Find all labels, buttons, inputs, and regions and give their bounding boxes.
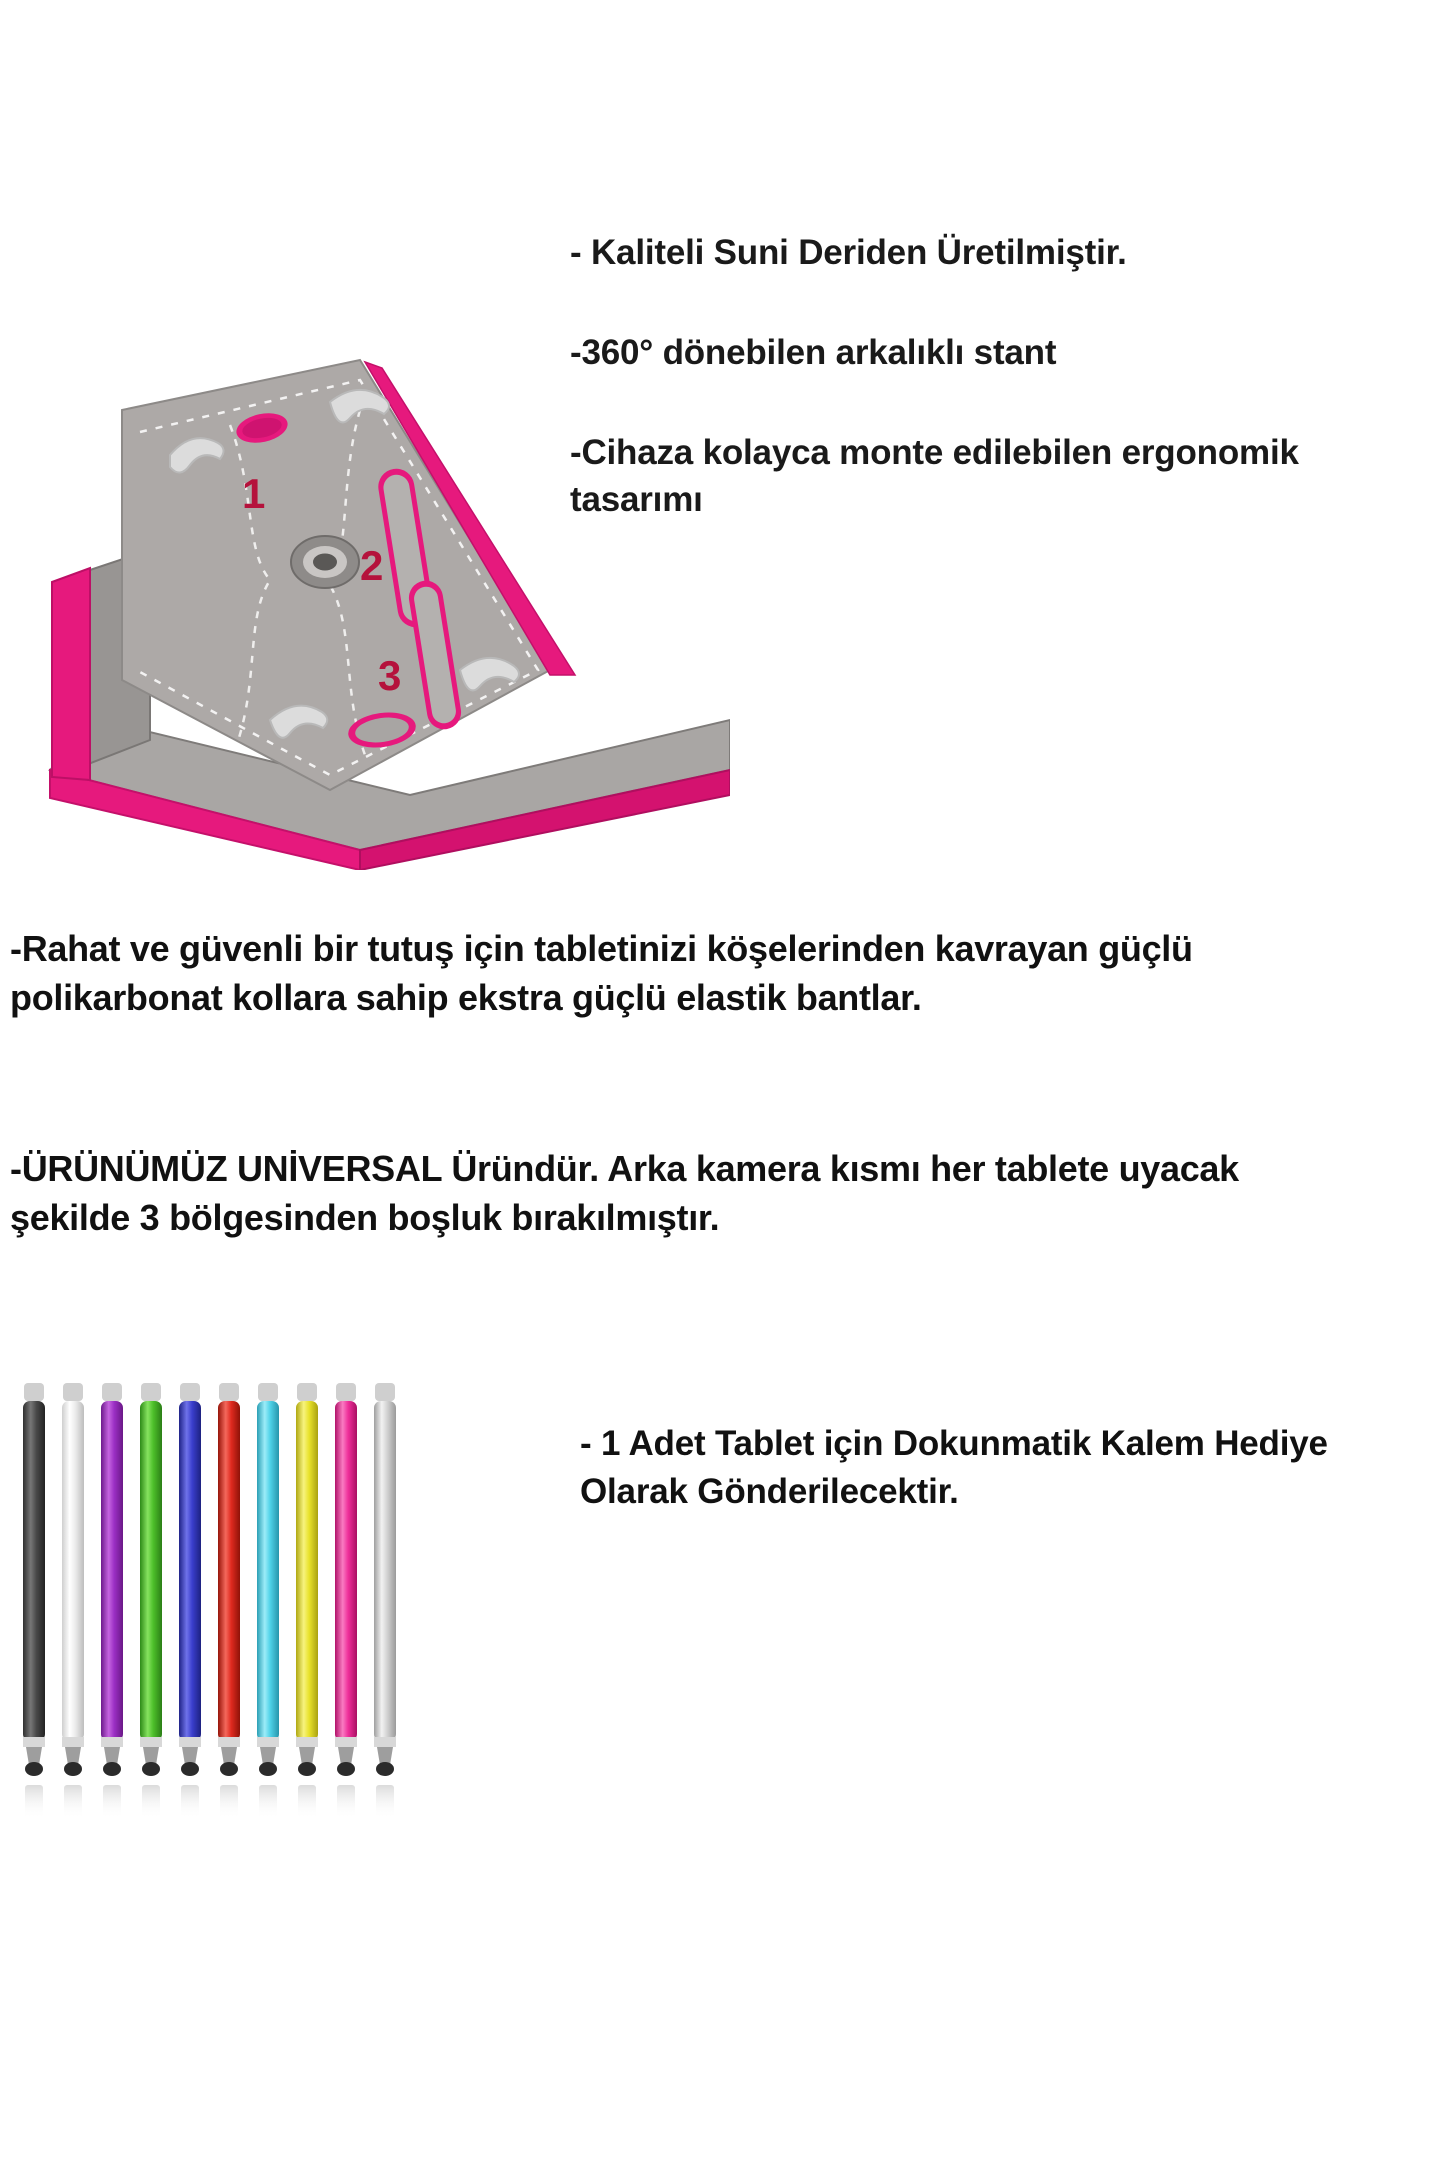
feature-item-3: -Cihaza kolayca monte edilebilen ergonomik tasarımı (570, 433, 1299, 519)
description-paragraph-2: -ÜRÜNÜMÜZ UNİVERSAL Üründür. Arka kamera kısmı her tablete uyacak şekilde 3 bölgesinden boşluk bırakılmıştır. (10, 1148, 1239, 1238)
stylus-pens-image (10, 1365, 580, 1865)
paragraph-block-2 (10, 1145, 1310, 1243)
camera-hole-label-1: 1 (242, 470, 266, 517)
feature-item-2: -360° dönebilen arkalıklı stant (570, 333, 1057, 373)
description-paragraph-1: -Rahat ve güvenli bir tutuş için tabletinizi köşelerinden kavrayan güçlü polikarbonat kollara sahip ekstra güçlü elastik bantlar. (10, 928, 1193, 1018)
gift-caption: - 1 Adet Tablet için Dokunmatik Kalem Hediye Olarak Gönderilecektir. (580, 1424, 1328, 1512)
feature-list (570, 230, 1370, 565)
paragraph-block-1 (10, 925, 1310, 1023)
camera-hole-label-2: 2 (360, 542, 384, 589)
top-section (0, 230, 1440, 920)
stylus-pens-section (0, 1355, 1440, 1915)
pens-svg (10, 1365, 580, 1865)
camera-hole-label-3: 3 (378, 652, 402, 699)
feature-item-1: - Kaliteli Suni Deriden Üretilmiştir. (570, 233, 1127, 272)
